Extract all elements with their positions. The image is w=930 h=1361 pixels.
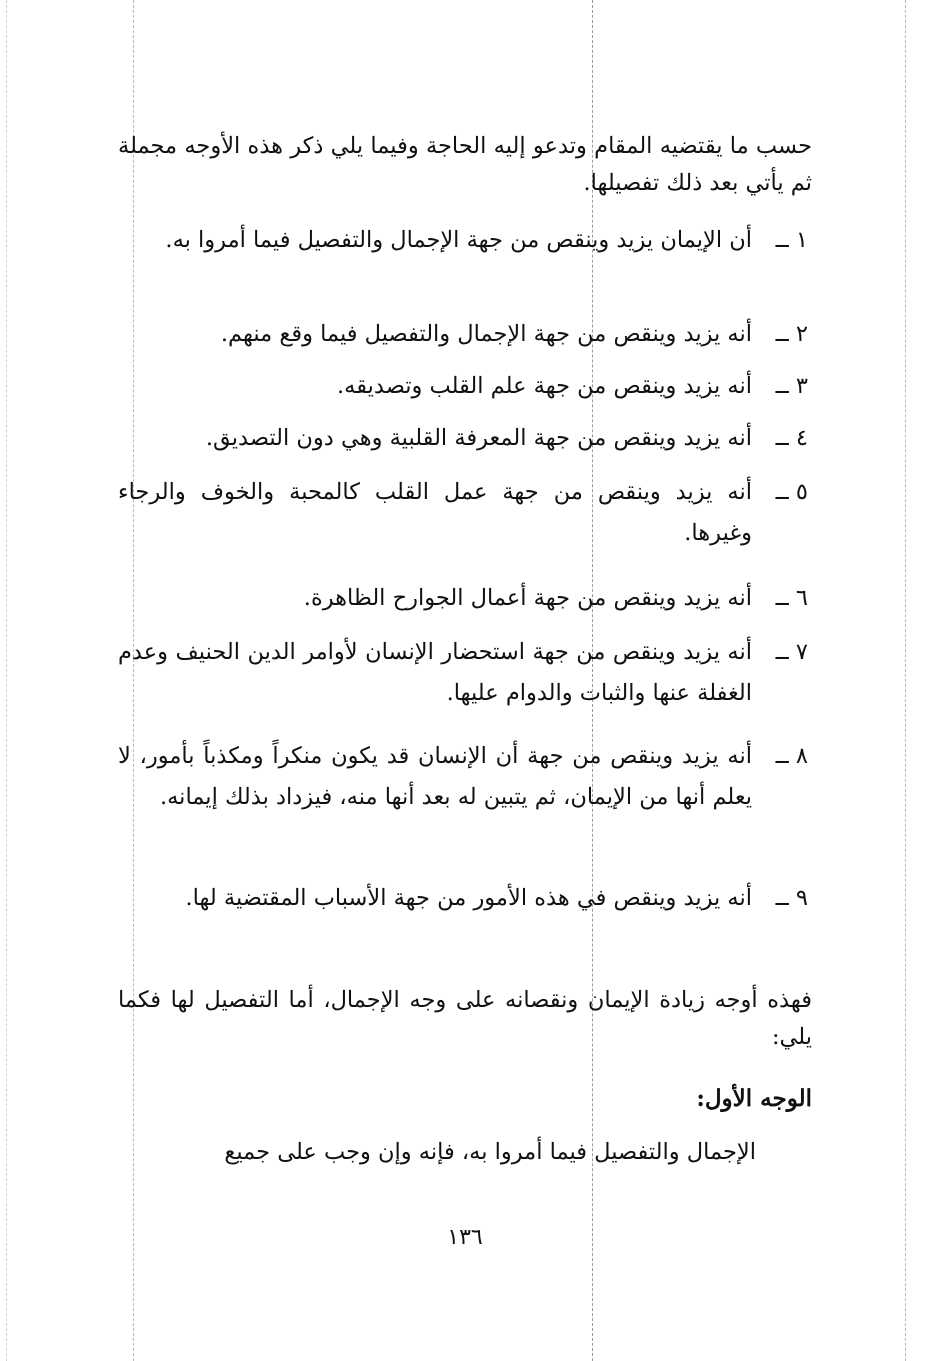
- list-item-text: أنه يزيد وينقص من جهة استحضار الإنسان لأوامر الدين الحنيف وعدم الغفلة عنها والثبات والدوام عليها.: [118, 639, 752, 706]
- list-item-text: أن الإيمان يزيد وينقص من جهة الإجمال والتفصيل فيما أمروا به.: [165, 227, 752, 253]
- intro-paragraph: حسب ما يقتضيه المقام وتدعو إليه الحاجة وفيما يلي ذكر هذه الأوجه مجملة ثم يأتي بعد ذلك تفصيلها.: [118, 133, 812, 196]
- summary-paragraph: فهذه أوجه زيادة الإيمان ونقصانه على وجه الإجمال، أما التفصيل لها فكما يلي:: [118, 987, 812, 1050]
- list-item-4: [118, 418, 812, 459]
- list-item-number: ٢ ــ: [775, 321, 808, 347]
- list-item-number: ٣ ــ: [775, 373, 808, 399]
- list-item-1: [118, 220, 812, 261]
- list-item-7: [118, 632, 812, 714]
- page-body: [118, 128, 812, 1328]
- list-item-number: ٨ ــ: [775, 743, 808, 769]
- list-item-2: [118, 314, 812, 355]
- list-item-6: [118, 578, 812, 619]
- list-item-8: [118, 736, 812, 818]
- list-item-3: [118, 366, 812, 407]
- scan-fold-line: [905, 0, 906, 1361]
- list-item-text: أنه يزيد وينقص من جهة علم القلب وتصديقه.: [337, 373, 752, 399]
- list-item-number: ٧ ــ: [775, 639, 808, 665]
- list-item-number: ٤ ــ: [775, 425, 808, 451]
- list-item-number: ١ ــ: [775, 227, 808, 253]
- list-item-5: [118, 472, 812, 554]
- list-item-number: ٥ ــ: [775, 479, 808, 505]
- list-item-text: أنه يزيد وينقص من جهة الإجمال والتفصيل فيما وقع منهم.: [220, 321, 752, 347]
- list-item-text: أنه يزيد وينقص من جهة المعرفة القلبية وهي دون التصديق.: [205, 425, 752, 451]
- list-item-text: أنه يزيد وينقص من جهة أن الإنسان قد يكون منكراً ومكذباً بأمور، لا يعلم أنها من الإيمان، ثم يتبين له بعد أنها منه، فيزداد بذلك إيمانه.: [118, 743, 752, 810]
- list-item-number: ٦ ــ: [775, 585, 808, 611]
- list-item-number: ٩ ــ: [775, 885, 808, 911]
- list-item-text: أنه يزيد وينقص في هذه الأمور من جهة الأسباب المقتضية لها.: [185, 885, 752, 911]
- section-heading: الوجه الأول:: [696, 1085, 812, 1112]
- list-item-text: أنه يزيد وينقص من جهة أعمال الجوارح الظاهرة.: [303, 585, 752, 611]
- list-item-text: أنه يزيد وينقص من جهة عمل القلب كالمحبة والخوف والرجاء وغيرها.: [118, 479, 752, 546]
- final-line: الإجمال والتفصيل فيما أمروا به، فإنه وإن وجب على جميع: [224, 1139, 756, 1165]
- scan-fold-line: [6, 0, 7, 1361]
- page-number: ١٣٦: [447, 1225, 483, 1250]
- list-item-9: [118, 878, 812, 919]
